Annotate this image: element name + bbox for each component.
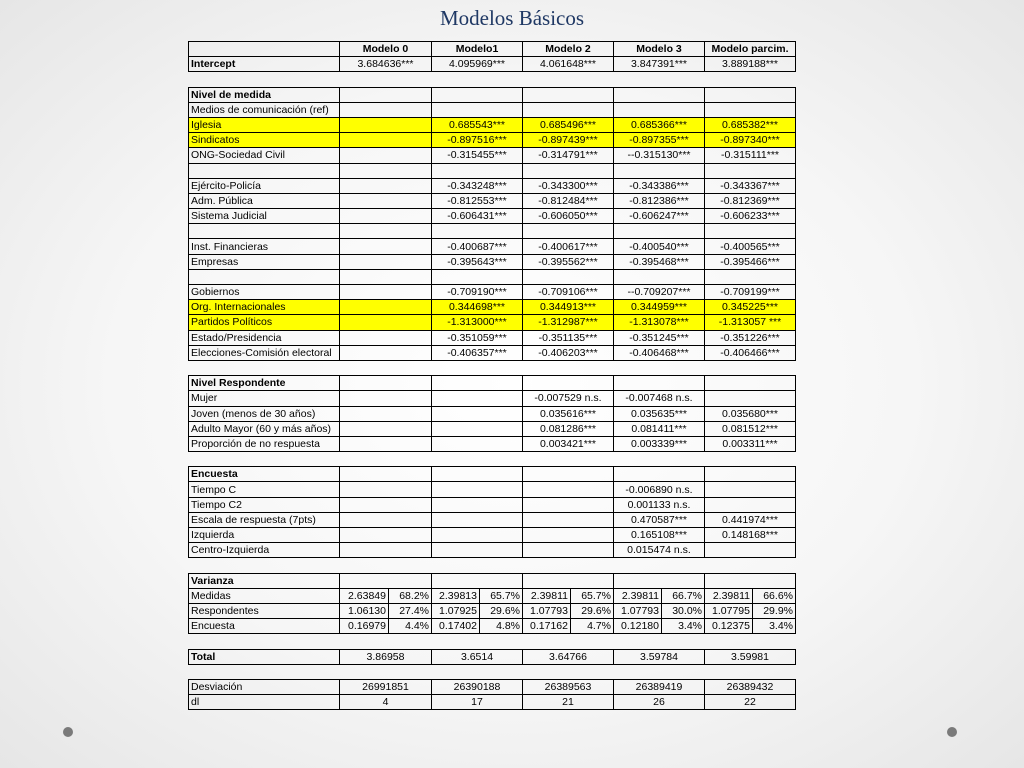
spacer-row [189, 72, 796, 87]
table-cell [523, 512, 614, 527]
table-cell [614, 102, 705, 117]
table-cell: 0.035680*** [705, 406, 796, 421]
table-cell: 0.001133 n.s. [614, 497, 705, 512]
table-cell: -0.351226*** [705, 330, 796, 345]
variance-value: 1.06130 [340, 603, 389, 618]
row-label: Inst. Financieras [189, 239, 340, 254]
table-cell [340, 300, 432, 315]
table-row [189, 193, 796, 208]
table-row [189, 391, 796, 406]
variance-percent: 3.4% [753, 619, 796, 634]
table-cell [432, 482, 523, 497]
table-cell [340, 148, 432, 163]
table-row [189, 573, 796, 588]
variance-value: 0.17162 [523, 619, 571, 634]
table-cell [340, 497, 432, 512]
table-cell [340, 285, 432, 300]
table-cell: -0.709106*** [523, 285, 614, 300]
table-cell: 0.685543*** [432, 117, 523, 132]
table-cell [340, 573, 432, 588]
table-cell: 26389563 [523, 679, 614, 694]
table-row [189, 436, 796, 451]
header-modelo-1: Modelo1 [432, 42, 523, 57]
row-label: Izquierda [189, 528, 340, 543]
row-label: Tiempo C [189, 482, 340, 497]
table-cell: 0.035635*** [614, 406, 705, 421]
table-cell [705, 391, 796, 406]
table-cell [523, 497, 614, 512]
table-cell: 3.86958 [340, 649, 432, 664]
table-cell: -0.400687*** [432, 239, 523, 254]
table-cell [340, 178, 432, 193]
table-cell [340, 87, 432, 102]
table-cell [340, 193, 432, 208]
variance-value: 2.39811 [614, 588, 662, 603]
table-cell: -0.343248*** [432, 178, 523, 193]
table-cell: 0.165108*** [614, 528, 705, 543]
table-cell [705, 497, 796, 512]
table-cell [523, 467, 614, 482]
row-label: Total [189, 649, 340, 664]
table-cell: -0.343367*** [705, 178, 796, 193]
table-row [189, 57, 796, 72]
table-cell: -0.395468*** [614, 254, 705, 269]
table-cell: -0.395466*** [705, 254, 796, 269]
variance-value: 1.07795 [705, 603, 753, 618]
row-label: Escala de respuesta (7pts) [189, 512, 340, 527]
table-row [189, 406, 796, 421]
table-row [189, 178, 796, 193]
table-cell [523, 573, 614, 588]
table-cell: 0.685382*** [705, 117, 796, 132]
table-cell: 3.64766 [523, 649, 614, 664]
row-label: Elecciones-Comisión electoral [189, 345, 340, 360]
table-row [189, 619, 796, 634]
table-cell: 26389419 [614, 679, 705, 694]
row-label: Nivel de medida [189, 87, 340, 102]
row-label: Nivel Respondente [189, 376, 340, 391]
table-cell: -0.400617*** [523, 239, 614, 254]
table-cell: -0.812369*** [705, 193, 796, 208]
table-cell: 0.081286*** [523, 421, 614, 436]
table-row [189, 603, 796, 618]
table-cell [432, 406, 523, 421]
spacer-row [189, 452, 796, 467]
variance-value: 2.39813 [432, 588, 480, 603]
header-modelo-0: Modelo 0 [340, 42, 432, 57]
table-cell [432, 543, 523, 558]
variance-value: 2.63849 [340, 588, 389, 603]
row-label [189, 269, 340, 284]
spacer-cell [189, 360, 796, 375]
row-label: Tiempo C2 [189, 497, 340, 512]
table-row [189, 512, 796, 527]
row-label: Sindicatos [189, 133, 340, 148]
table-cell: -0.897516*** [432, 133, 523, 148]
variance-percent: 66.6% [753, 588, 796, 603]
table-cell [614, 467, 705, 482]
variance-percent: 4.8% [480, 619, 523, 634]
table-cell: -0.315111*** [705, 148, 796, 163]
variance-value: 0.16979 [340, 619, 389, 634]
row-label: Ejército-Policía [189, 178, 340, 193]
table-row [189, 497, 796, 512]
table-cell [523, 163, 614, 178]
variance-percent: 29.6% [571, 603, 614, 618]
variance-value: 1.07793 [614, 603, 662, 618]
table-row [189, 649, 796, 664]
row-label: dl [189, 695, 340, 710]
table-cell: -0.351135*** [523, 330, 614, 345]
table-cell: -0.395643*** [432, 254, 523, 269]
table-row [189, 300, 796, 315]
row-label: Medidas [189, 588, 340, 603]
header-blank [189, 42, 340, 57]
variance-percent: 65.7% [571, 588, 614, 603]
variance-value: 0.17402 [432, 619, 480, 634]
spacer-cell [189, 664, 796, 679]
table-cell [523, 87, 614, 102]
variance-percent: 4.7% [571, 619, 614, 634]
spacer-row [189, 664, 796, 679]
table-cell: 22 [705, 695, 796, 710]
table-cell: 0.035616*** [523, 406, 614, 421]
table-row [189, 269, 796, 284]
table-cell [432, 512, 523, 527]
table-cell: -0.606431*** [432, 209, 523, 224]
table-cell [705, 543, 796, 558]
table-row [189, 588, 796, 603]
table-row [189, 133, 796, 148]
table-cell [432, 436, 523, 451]
row-label: Encuesta [189, 467, 340, 482]
table-cell [432, 573, 523, 588]
header-modelo-2: Modelo 2 [523, 42, 614, 57]
table-cell: -0.315455*** [432, 148, 523, 163]
table-cell [340, 467, 432, 482]
table-row [189, 163, 796, 178]
table-cell: 21 [523, 695, 614, 710]
table-cell [340, 482, 432, 497]
nav-dot-left [63, 727, 73, 737]
table-cell [432, 391, 523, 406]
table-cell: 3.889188*** [705, 57, 796, 72]
variance-value: 0.12375 [705, 619, 753, 634]
table-cell [340, 163, 432, 178]
table-cell: -0.812386*** [614, 193, 705, 208]
table-cell: -0.406468*** [614, 345, 705, 360]
header-modelo-3: Modelo 3 [614, 42, 705, 57]
table-cell: -0.395562*** [523, 254, 614, 269]
table-cell: -0.709190*** [432, 285, 523, 300]
row-label: Empresas [189, 254, 340, 269]
table-cell [340, 391, 432, 406]
table-cell [340, 117, 432, 132]
table-cell: -1.313057 *** [705, 315, 796, 330]
table-cell: -1.313000*** [432, 315, 523, 330]
table-row [189, 224, 796, 239]
table-cell [614, 269, 705, 284]
table-cell: -0.606247*** [614, 209, 705, 224]
row-label: Adulto Mayor (60 y más años) [189, 421, 340, 436]
table-cell [340, 528, 432, 543]
table-cell [523, 543, 614, 558]
table-cell [340, 239, 432, 254]
table-cell [432, 497, 523, 512]
row-label: Iglesia [189, 117, 340, 132]
table-cell: -0.006890 n.s. [614, 482, 705, 497]
table-cell: 0.344913*** [523, 300, 614, 315]
spacer-cell [189, 72, 796, 87]
row-label [189, 163, 340, 178]
table-cell [432, 102, 523, 117]
row-label: Mujer [189, 391, 340, 406]
table-cell [523, 102, 614, 117]
table-cell: --0.315130*** [614, 148, 705, 163]
table-row [189, 285, 796, 300]
table-cell: 0.003311*** [705, 436, 796, 451]
row-label: Estado/Presidencia [189, 330, 340, 345]
table-cell [705, 163, 796, 178]
table-cell [705, 376, 796, 391]
table-cell: 26389432 [705, 679, 796, 694]
variance-percent: 27.4% [389, 603, 432, 618]
table-row [189, 87, 796, 102]
table-cell: -1.312987*** [523, 315, 614, 330]
variance-percent: 3.4% [662, 619, 705, 634]
table-cell [523, 224, 614, 239]
row-label: Sistema Judicial [189, 209, 340, 224]
table-cell: -0.007468 n.s. [614, 391, 705, 406]
spacer-row [189, 558, 796, 573]
table-cell: 3.59784 [614, 649, 705, 664]
table-cell: -0.812553*** [432, 193, 523, 208]
table-cell [614, 87, 705, 102]
table-cell [432, 269, 523, 284]
table-row [189, 345, 796, 360]
row-label: Varianza [189, 573, 340, 588]
table-cell [523, 482, 614, 497]
table-row [189, 330, 796, 345]
spacer-cell [189, 452, 796, 467]
table-cell [340, 376, 432, 391]
table-cell: 4 [340, 695, 432, 710]
table-cell: 26 [614, 695, 705, 710]
table-row [189, 482, 796, 497]
table-row [189, 528, 796, 543]
table-cell [340, 436, 432, 451]
table-cell [523, 376, 614, 391]
table-cell: --0.709207*** [614, 285, 705, 300]
table-cell [432, 528, 523, 543]
table-cell: -0.897355*** [614, 133, 705, 148]
variance-value: 2.39811 [523, 588, 571, 603]
table-cell [614, 376, 705, 391]
table-cell: 0.344698*** [432, 300, 523, 315]
table-cell [340, 330, 432, 345]
table-cell: 0.685496*** [523, 117, 614, 132]
table-cell: -0.351245*** [614, 330, 705, 345]
table-cell: 3.6514 [432, 649, 523, 664]
table-cell: 0.441974*** [705, 512, 796, 527]
table-cell: 26991851 [340, 679, 432, 694]
table-cell [705, 224, 796, 239]
table-cell [432, 163, 523, 178]
row-label: ONG-Sociedad Civil [189, 148, 340, 163]
table-row [189, 421, 796, 436]
variance-percent: 4.4% [389, 619, 432, 634]
table-cell: 4.061648*** [523, 57, 614, 72]
table-cell: -0.406357*** [432, 345, 523, 360]
table-cell: 3.847391*** [614, 57, 705, 72]
variance-value: 0.12180 [614, 619, 662, 634]
row-label: Gobiernos [189, 285, 340, 300]
row-label: Encuesta [189, 619, 340, 634]
variance-percent: 30.0% [662, 603, 705, 618]
table-cell: -0.007529 n.s. [523, 391, 614, 406]
table-cell: 0.345225*** [705, 300, 796, 315]
variance-value: 2.39811 [705, 588, 753, 603]
row-label: Proporción de no respuesta [189, 436, 340, 451]
table-cell: -1.313078*** [614, 315, 705, 330]
table-cell [340, 543, 432, 558]
spacer-row [189, 634, 796, 649]
variance-percent: 29.6% [480, 603, 523, 618]
table-cell: 0.003339*** [614, 436, 705, 451]
row-label: Joven (menos de 30 años) [189, 406, 340, 421]
variance-percent: 29.9% [753, 603, 796, 618]
table-cell [614, 573, 705, 588]
variance-percent: 66.7% [662, 588, 705, 603]
table-cell [705, 482, 796, 497]
table-cell [705, 573, 796, 588]
table-cell: -0.606050*** [523, 209, 614, 224]
table-row [189, 254, 796, 269]
table-cell: 0.003421*** [523, 436, 614, 451]
table-cell: -0.400565*** [705, 239, 796, 254]
table-cell: -0.343300*** [523, 178, 614, 193]
spacer-cell [189, 558, 796, 573]
table-cell: 0.015474 n.s. [614, 543, 705, 558]
regression-table [188, 41, 796, 710]
row-label: Org. Internacionales [189, 300, 340, 315]
table-row [189, 376, 796, 391]
table-cell: -0.314791*** [523, 148, 614, 163]
table-cell [340, 133, 432, 148]
table-cell [340, 421, 432, 436]
row-label: Intercept [189, 57, 340, 72]
header-modelo-parcim: Modelo parcim. [705, 42, 796, 57]
table-header-row [189, 42, 796, 57]
table-cell [432, 224, 523, 239]
variance-percent: 65.7% [480, 588, 523, 603]
table-cell [340, 269, 432, 284]
table-row [189, 148, 796, 163]
table-cell: -0.897439*** [523, 133, 614, 148]
table-cell [340, 224, 432, 239]
table-cell [705, 467, 796, 482]
row-label: Respondentes [189, 603, 340, 618]
table-cell [340, 315, 432, 330]
table-cell [432, 421, 523, 436]
spacer-cell [189, 634, 796, 649]
variance-value: 1.07925 [432, 603, 480, 618]
table-cell: 0.344959*** [614, 300, 705, 315]
table-cell [340, 345, 432, 360]
slide-title: Modelos Básicos [439, 6, 585, 30]
table-cell [705, 269, 796, 284]
table-cell: -0.709199*** [705, 285, 796, 300]
table-row [189, 679, 796, 694]
table-cell: -0.406466*** [705, 345, 796, 360]
table-cell: -0.897340*** [705, 133, 796, 148]
table-cell [614, 163, 705, 178]
table-row [189, 543, 796, 558]
spacer-row [189, 360, 796, 375]
table-row [189, 209, 796, 224]
table-cell: -0.812484*** [523, 193, 614, 208]
row-label: Medios de comunicación (ref) [189, 102, 340, 117]
table-cell: 0.685366*** [614, 117, 705, 132]
table-cell: -0.351059*** [432, 330, 523, 345]
table-cell: -0.400540*** [614, 239, 705, 254]
row-label: Centro-Izquierda [189, 543, 340, 558]
table-cell: -0.606233*** [705, 209, 796, 224]
table-cell: 17 [432, 695, 523, 710]
table-cell: 0.470587*** [614, 512, 705, 527]
row-label: Adm. Pública [189, 193, 340, 208]
table-cell [340, 512, 432, 527]
table-cell: 0.081411*** [614, 421, 705, 436]
nav-dot-right [947, 727, 957, 737]
table-cell: 4.095969*** [432, 57, 523, 72]
row-label: Desviación [189, 679, 340, 694]
table-cell [340, 102, 432, 117]
table-cell: -0.343386*** [614, 178, 705, 193]
table-row [189, 102, 796, 117]
table-cell: 26390188 [432, 679, 523, 694]
table-cell [705, 87, 796, 102]
table-row [189, 117, 796, 132]
table-cell [432, 467, 523, 482]
row-label [189, 224, 340, 239]
variance-value: 1.07793 [523, 603, 571, 618]
variance-percent: 68.2% [389, 588, 432, 603]
table-cell: 3.684636*** [340, 57, 432, 72]
table-row [189, 239, 796, 254]
table-row [189, 467, 796, 482]
table-cell: 0.148168*** [705, 528, 796, 543]
table-cell [340, 254, 432, 269]
table-cell: -0.406203*** [523, 345, 614, 360]
table-cell [705, 102, 796, 117]
table-cell [340, 209, 432, 224]
table-cell: 3.59981 [705, 649, 796, 664]
table-cell [523, 269, 614, 284]
table-cell [432, 87, 523, 102]
table-cell [523, 528, 614, 543]
table-cell [614, 224, 705, 239]
table-cell [340, 406, 432, 421]
table-cell: 0.081512*** [705, 421, 796, 436]
table-row [189, 315, 796, 330]
table-row [189, 695, 796, 710]
table-cell [432, 376, 523, 391]
row-label: Partidos Políticos [189, 315, 340, 330]
